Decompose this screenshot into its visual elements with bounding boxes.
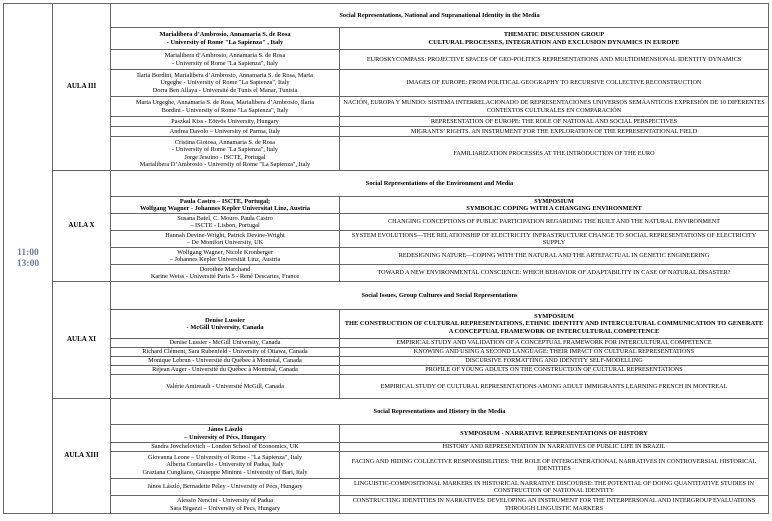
- room-label: AULA X: [53, 171, 111, 282]
- paper-authors: Valérie Amireault - Université McGill, Canada: [111, 375, 340, 399]
- paper-title: PROFILE OF YOUNG ADULTS ON THE CONSTRUCTION OF CULTURAL REPRESENTATIONS: [340, 366, 769, 375]
- paper-title: FACING AND HIDING COLLECTIVE RESPONSIBILITIES: THE ROLE OF INTERGENERATIONAL NARRATIVES IN CONTROVERSIAL HISTORICAL IDENTITIES: [340, 452, 769, 479]
- paper-row: [4, 50, 769, 70]
- session-header-row: [4, 399, 769, 425]
- paper-row: [4, 137, 769, 171]
- paper-title: EUROSKYCOMPASS: PROJECTIVE SPACES OF GEO-POLITICS REPRESENTATIONS AND MULTIDIMENSIONAL IDENTITY DYNAMICS: [340, 50, 769, 70]
- session-title: Social Representations and History in the Media: [111, 399, 769, 425]
- paper-authors: János László, Bernadette Péley - University of Pécs, Hungary: [111, 479, 340, 496]
- paper-authors: Giovanna Leone – University of Rome - "La Sapienza", Italy Alberta Contarello - University of Padua, Italy Graziana Cungliano, Giuseppe Mininni - University of Bari, Italy: [111, 452, 340, 479]
- paper-title: EMPIRICAL STUDY OF CULTURAL REPRESENTATIONS AMONG ADULT IMMIGRANTS LEARNING FRENCH IN MONTREAL: [340, 375, 769, 399]
- paper-authors: Réjean Auger - Université du Québec à Montréal, Canada: [111, 366, 340, 375]
- chairs: János László – University of Pécs, Hungary: [111, 425, 340, 443]
- paper-authors: Richard Clément, Sara Rubenfeld - University of Ottawa, Canada: [111, 348, 340, 357]
- chairs: Denise Lussier - McGill University, Canada: [111, 310, 340, 339]
- chairs: Marialibera d’Ambrosio, Annamaria S. de Rosa - University of Rome "La Sapienza" , Italy: [111, 28, 340, 50]
- paper-authors: Andrea Davolo – University of Parma, Italy: [111, 127, 340, 137]
- session-title: Social Issues, Group Cultures and Social Representations: [111, 282, 769, 310]
- paper-row: [4, 265, 769, 282]
- paper-row: [4, 479, 769, 496]
- paper-title: DISCURSIVE FORMATTING AND IDENTITY SELF-MODELLING: [340, 357, 769, 366]
- paper-authors: Paszkal Kiss - Eötvös University, Hungary: [111, 117, 340, 127]
- paper-title: CONSTRUCTING IDENTITIES IN NARRATIVES: DEVELOPING AN INSTRUMENT FOR THE INTERPERSONAL AND INTERGROUP EVALUATIONS THROUGH LINGUISTIC MARKERS: [340, 496, 769, 514]
- paper-title: EMPIRICAL STUDY AND VALIDATION OF A CONCEPTUAL FRAMEWORK FOR INTERCULTURAL COMPETENCE: [340, 339, 769, 348]
- paper-title: REPRESENTATION OF EUROPE: THE ROLE OF NATIONAL AND SOCIAL PERSPECTIVES: [340, 117, 769, 127]
- session-header-row: [4, 171, 769, 197]
- paper-authors: Marta Urgeghe, Annamaria S. de Rosa, Marialibera d’Ambrosio, Ilaria Bordini - University of Rome "La Sapienza", Italy: [111, 97, 340, 117]
- paper-authors: Susana Batel, C. Mouro. Paula Castro – ISCTE - Lisbon, Portugal: [111, 214, 340, 231]
- session-title: Social Representations, National and Supranational Identity in the Media: [111, 4, 769, 28]
- schedule-table: [3, 3, 769, 514]
- paper-row: [4, 117, 769, 127]
- chair-row: [4, 425, 769, 443]
- paper-title: IMAGES OF EUROPE: FROM POLITICAL GEOGRAPHY TO RECURSIVE COLLECTIVE RECONSTRUCTION: [340, 70, 769, 97]
- paper-row: [4, 248, 769, 265]
- paper-title: LINGUISTIC-COMPOSITIONAL MARKERS IN HISTORICAL NARRATIVE DISCOURSE: THE POTENTIAL OF DOING QUANTITATIVE STUDIES IN CONSTRUCTION OF NATIONAL IDENTITY: [340, 479, 769, 496]
- paper-row: [4, 231, 769, 248]
- paper-authors: Alessio Nencini - University of Padua Sara Bigazzi – University of Pecs, Hungary: [111, 496, 340, 514]
- paper-row: [4, 375, 769, 399]
- paper-row: [4, 357, 769, 366]
- chair-row: [4, 28, 769, 50]
- session-title: Social Representations of the Environment and Media: [111, 171, 769, 197]
- paper-row: [4, 452, 769, 479]
- paper-authors: Wolfgang Wagner, Nicole Kronberger – Johannes Kepler Universität Linz, Austria: [111, 248, 340, 265]
- panel-heading: SYMPOSIUM THE CONSTRUCTION OF CULTURAL REPRESENTATIONS, ETHNIC IDENTITY AND INTERCULTURAL COMMUNICATION TO GENERATE A CONCEPTUAL FRAMEWORK OF INTERCULTURAL COMPETENCE: [340, 310, 769, 339]
- panel-heading: THEMATIC DISCUSSION GROUP CULTURAL PROCESSES, INTEGRATION AND EXCLUSION DYNAMICS IN EUROPE: [340, 28, 769, 50]
- paper-authors: Ilaria Bordini, Marialibera d’Ambrosio, Annamaria S. de Rosa, Marta Urgeghe - University of Rome "La Sapienza", Italy Dorra Ben Allaya - Université de Tunis el Manar, Tunisia: [111, 70, 340, 97]
- paper-authors: Cristina Gioiosa, Annamaria S. de Rosa - University of Rome "La Sapienza", Italy Jorge Jesuino - ISCTE, Portugal Marialibera D’Ambrosio - University of Rome "La Sapienza", Italy: [111, 137, 340, 171]
- paper-row: [4, 443, 769, 452]
- paper-authors: Hannah Devine-Wright, Patrick Devine-Wright – De Montfort University, UK: [111, 231, 340, 248]
- paper-title: MIGRANTS’ RIGHTS. AN INSTRUMENT FOR THE EXPLORATION OF THE REPRESENTATIONAL FIELD: [340, 127, 769, 137]
- session-header-row: [4, 4, 769, 28]
- paper-title: TOWARD A NEW ENVIRONMENTAL CONSCIENCE: WHICH BEHAVIOR OF ADAPTABILITY IN CASE OF NATURAL DISASTER?: [340, 265, 769, 282]
- panel-heading: SYMPOSIUM SYMBOLIC COPING WITH A CHANGING ENVIRONMENT: [340, 197, 769, 214]
- paper-row: [4, 366, 769, 375]
- paper-authors: Denise Lussier - McGill University, Canada: [111, 339, 340, 348]
- paper-row: [4, 97, 769, 117]
- paper-row: [4, 496, 769, 514]
- paper-row: [4, 348, 769, 357]
- paper-row: [4, 70, 769, 97]
- program-page: [3, 3, 769, 518]
- panel-heading: SYMPOSIUM - NARRATIVE REPRESENTATIONS OF HISTORY: [340, 425, 769, 443]
- chair-row: [4, 310, 769, 339]
- time-slot: [4, 4, 53, 514]
- chairs: Paula Castro – ISCTE, Portugal; Wolfgang Wagner - Johannes Kepler Universitat Linz, Austria: [111, 197, 340, 214]
- time-start: 11:00: [17, 247, 39, 258]
- paper-title: KNOWING AND USING A SECOND LANGUAGE: THEIR IMPACT ON CULTURAL REPRESENTATIONS: [340, 348, 769, 357]
- time-end: 13:00: [16, 258, 40, 269]
- chair-row: [4, 197, 769, 214]
- paper-title: REDESIGNING NATURE—COPING WITH THE NATURAL AND THE ARTEFACTUAL IN GENETIC ENGINEERING: [340, 248, 769, 265]
- room-label: AULA XI: [53, 282, 111, 399]
- paper-authors: Dorothee Marchand Karine Weiss - Université Paris 5 - René Descartes, France: [111, 265, 340, 282]
- session-header-row: [4, 282, 769, 310]
- paper-authors: Marialibera d’Ambrosio, Annamaria S. de Rosa - University of Rome "La Sapienza", Italy: [111, 50, 340, 70]
- paper-title: CHANGING CONCEPTIONS OF PUBLIC PARTICIPATION REGARDING THE BUILT AND THE NATURAL ENVIRONMENT: [340, 214, 769, 231]
- paper-row: [4, 127, 769, 137]
- paper-authors: Monique Lebrun - Université du Québec à Montréal, Canada: [111, 357, 340, 366]
- paper-title: HISTORY AND REPRESENTATION IN NARRATIVES OF PUBLIC LIFE IN BRAZIL: [340, 443, 769, 452]
- paper-row: [4, 339, 769, 348]
- paper-authors: Sandra Jovchelovitch – London School of Economics, UK: [111, 443, 340, 452]
- room-label: AULA XIII: [53, 399, 111, 514]
- paper-title: FAMILIARIZATION PROCESSES AT THE INTRODUCTION OF THE EURO: [340, 137, 769, 171]
- room-label: AULA III: [53, 4, 111, 171]
- paper-row: [4, 214, 769, 231]
- paper-title: NACIÓN, EUROPA Y MUNDO: SISTEMA INTERRELACIONADO DE REPRESENTACIONES UNIVERSOS SEMÁANTICOS EXPRESIÓN DE 10 DIFERENTES CONTEXTOS CULTURALES EN COMPARACIÓN: [340, 97, 769, 117]
- paper-title: SYSTEM EVOLUTIONS—THE RELATIONSHIP OF ELECTRICITY INFRASTRUCTURE CHANGE TO SOCIAL REPRESENTATIONS OF ELECTRICITY SUPPLY: [340, 231, 769, 248]
